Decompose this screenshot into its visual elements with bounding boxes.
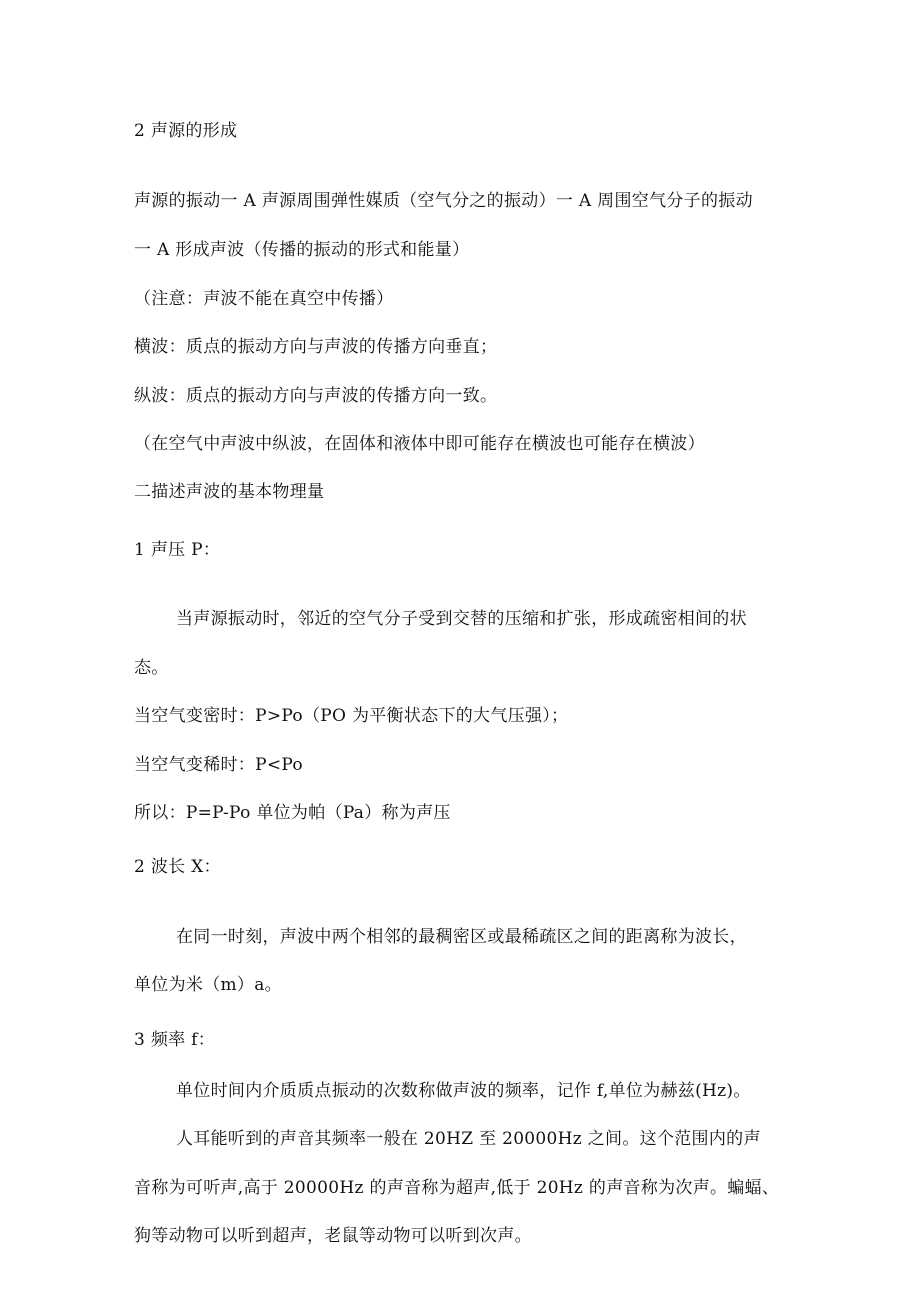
section-heading: 二描述声波的基本物理量 [134, 482, 325, 502]
paragraph-line: 人耳能听到的声音其频率一般在 20HZ 至 20000Hz 之间。这个范围内的声 [176, 1129, 761, 1149]
section-heading: 2 声源的形成 [134, 121, 238, 141]
paragraph-line: 狗等动物可以听到超声，老鼠等动物可以听到次声。 [134, 1226, 532, 1246]
paragraph-line: 所以：P=P-Po 单位为帕（Pa）称为声压 [134, 803, 451, 823]
paragraph-line: 态。 [134, 658, 169, 678]
paragraph-line: 横波：质点的振动方向与声波的传播方向垂直； [134, 337, 498, 357]
paragraph-line: 单位时间内介质质点振动的次数称做声波的频率，记作 f,单位为赫兹(Hz)。 [176, 1081, 751, 1101]
paragraph-line: 在同一时刻，声波中两个相邻的最稠密区或最稀疏区之间的距离称为波长， [176, 927, 747, 947]
paragraph-line: 音称为可听声,高于 20000Hz 的声音称为超声,低于 20Hz 的声音称为次声。蝙蝠、 [134, 1178, 780, 1198]
paragraph-line: 当空气变密时：P>Po（PO 为平衡状态下的大气压强）； [134, 706, 569, 726]
note-line: （注意：声波不能在真空中传播） [134, 289, 394, 309]
paragraph-line: 单位为米（m）a。 [134, 975, 282, 995]
paragraph-line: 当声源振动时，邻近的空气分子受到交替的压缩和扩张，形成疏密相间的状 [176, 609, 747, 629]
subsection-heading: 3 频率 f： [134, 1030, 216, 1050]
paragraph-line: 声源的振动一 A 声源周围弹性媒质（空气分之的振动）一 A 周围空气分子的振动 [134, 191, 753, 211]
paragraph-line: 当空气变稀时：P<Po [134, 755, 303, 775]
paragraph-line: 纵波：质点的振动方向与声波的传播方向一致。 [134, 386, 498, 406]
note-line: （在空气中声波中纵波，在固体和液体中即可能存在横波也可能存在横波） [134, 434, 705, 454]
subsection-heading: 1 声压 P： [134, 540, 221, 560]
paragraph-line: 一 A 形成声波（传播的振动的形式和能量） [134, 240, 470, 260]
subsection-heading: 2 波长 X： [134, 857, 221, 877]
